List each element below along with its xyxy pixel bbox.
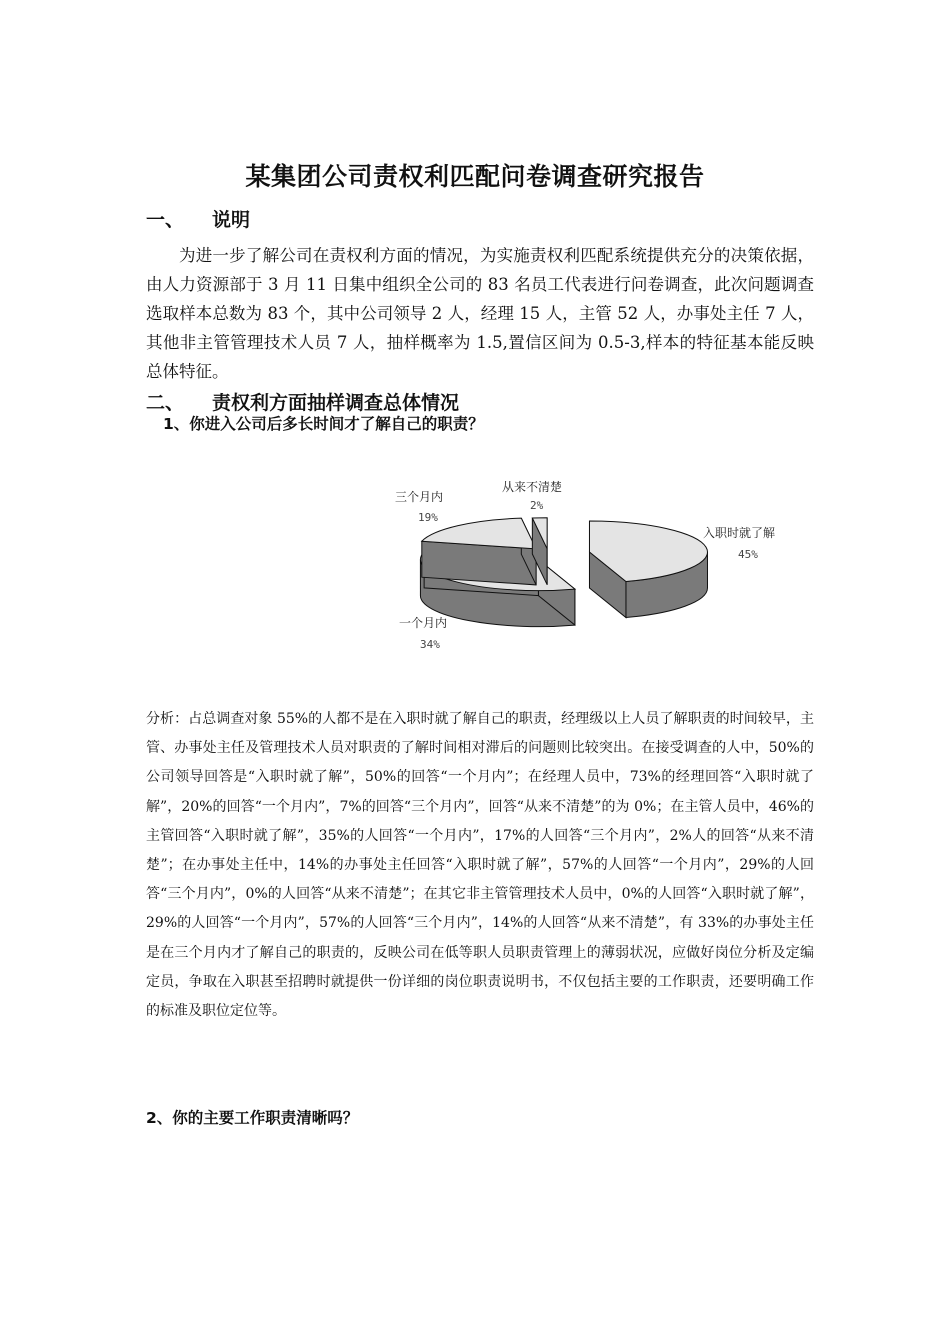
intro-paragraph: 为进一步了解公司在责权利方面的情况，为实施责权利匹配系统提供充分的决策依据，由人力资源部于 3 月 11 日集中组织全公司的 83 名员工代表进行问卷调查，此次问题调查选取样本总数为 83 个，其中公司领导 2 人，经理 15 人，主管 52 人，办事处主任 7 人，其他非主管管理技术人员 7 人，抽样概率为 1.5,置信区间为 0.5-3,样本的特征基本能反映总体特征。 — [146, 246, 814, 381]
question-1: 1、你进入公司后多长时间才了解自己的职责？ — [163, 415, 484, 433]
section-1-heading — [146, 205, 250, 232]
section-1-title: 说明 — [212, 209, 251, 231]
pie-chart — [380, 468, 820, 668]
pct-1month: 34% — [420, 638, 440, 651]
document-title: 某集团公司责权利匹配问卷调查研究报告 — [245, 162, 705, 191]
label-3months: 三个月内 — [395, 490, 444, 504]
pct-3months: 19% — [418, 511, 438, 524]
label-immediately: 入职时就了解 — [703, 526, 776, 540]
section-1-number: 一、 — [146, 209, 185, 231]
question-2: 2、你的主要工作职责清晰吗？ — [146, 1109, 359, 1127]
pct-never: 2% — [530, 499, 544, 512]
pct-immediately: 45% — [738, 548, 758, 561]
section-2-heading — [146, 388, 459, 415]
section-2-number: 二、 — [146, 392, 185, 414]
slice-immediately — [589, 521, 707, 617]
slice-3months — [422, 518, 536, 585]
analysis-paragraph: 分析：占总调查对象 55%的人都不是在入职时就了解自己的职责，经理级以上人员了解职责的时间较早，主管、办事处主任及管理技术人员对职责的了解时间相对滞后的问题则比较突出。在接受调查的人中，50%的公司领导回答是“入职时就了解”，50%的回答“一个月内”；在经理人员中，73%的经理回答“入职时就了解”，20%的回答“一个月内”，7%的回答“三个月内”，回答“从来不清楚”的为 0%；在主管人员中，46%的主管回答“入职时就了解”，35%的人回答“一个月内”，17%的人回答“三个月内”，2%人的回答“从来不清楚”；在办事处主任中，14%的办事处主任回答“入职时就了解”，57%的人回答“一个月内”，29%的人回答“三个月内”，0%的人回答“从来不清楚”；在其它非主管管理技术人员中，0%的人回答“入职时就了解”，29%的人回答“一个月内”，57%的人回答“三个月内”，14%的人回答“从来不清楚”，有 33%的办事处主任是在三个月内才了解自己的职责的，反映公司在低等职人员职责管理上的薄弱状况，应做好岗位分析及定编定员，争取在入职甚至招聘时就提供一份详细的岗位职责说明书，不仅包括主要的工作职责，还要明确工作的标准及职位定位等。 — [146, 711, 814, 1020]
label-never: 从来不清楚 — [502, 480, 563, 494]
label-1month: 一个月内 — [399, 616, 448, 630]
section-2-title: 责权利方面抽样调查总体情况 — [212, 392, 460, 414]
